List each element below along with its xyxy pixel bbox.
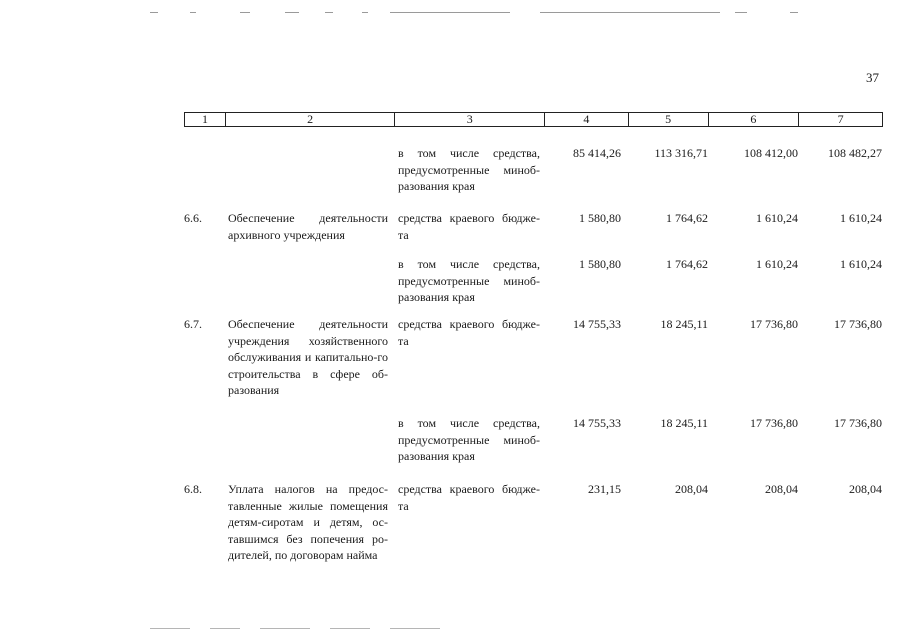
row-name: Обеспечение деятельности учреждения хозяйственного обслуживания и капитально-го строительства в сфере об-разования [228,317,388,397]
header-col-3: 3 [394,113,544,126]
value-col-7: 17 736,80 [834,416,882,430]
value-col-7: 17 736,80 [834,317,882,331]
page-number: 37 [866,70,879,85]
value-col-5: 113 316,71 [654,146,708,160]
row-index: 6.8. [184,482,202,496]
header-col-5: 5 [628,113,708,126]
row-source: в том числе средства, предусмотренные миноб-разования края [398,416,540,463]
value-col-4: 1 580,80 [579,211,621,225]
value-col-4: 14 755,33 [573,416,621,430]
row-source: в том числе средства, предусмотренные миноб-разования края [398,257,540,304]
value-col-4: 85 414,26 [573,146,621,160]
value-col-5: 1 764,62 [666,211,708,225]
table-header [184,112,883,127]
row-source: в том числе средства, предусмотренные миноб-разования края [398,146,540,193]
value-col-6: 17 736,80 [750,416,798,430]
value-col-4: 1 580,80 [579,257,621,271]
row-source: средства краевого бюдже-та [398,482,540,513]
value-col-6: 17 736,80 [750,317,798,331]
row-source: средства краевого бюдже-та [398,317,540,348]
header-col-6: 6 [708,113,799,126]
value-col-5: 1 764,62 [666,257,708,271]
value-col-4: 14 755,33 [573,317,621,331]
value-col-6: 208,04 [765,482,798,496]
scan-artifact-bottom [150,628,450,630]
row-source: средства краевого бюдже-та [398,211,540,242]
value-col-6: 1 610,24 [756,257,798,271]
value-col-6: 108 412,00 [744,146,798,160]
value-col-5: 208,04 [675,482,708,496]
value-col-7: 1 610,24 [840,211,882,225]
value-col-7: 1 610,24 [840,257,882,271]
header-col-1: 1 [201,112,208,126]
header-col-7: 7 [798,113,882,126]
value-col-6: 1 610,24 [756,211,798,225]
value-col-7: 208,04 [849,482,882,496]
value-col-7: 108 482,27 [828,146,882,160]
scan-artifact-top [150,12,830,16]
header-col-2: 2 [225,113,395,126]
row-name: Обеспечение деятельности архивного учреждения [228,211,388,242]
header-col-4: 4 [544,113,628,126]
row-name: Уплата налогов на предос-тавленные жилые помещения детям-сиротам и детям, ос-тавшимся без попечения ро-дителей, по договорам найма [228,482,388,562]
value-col-4: 231,15 [588,482,621,496]
value-col-5: 18 245,11 [660,416,708,430]
row-index: 6.6. [184,211,202,225]
value-col-5: 18 245,11 [660,317,708,331]
row-index: 6.7. [184,317,202,331]
